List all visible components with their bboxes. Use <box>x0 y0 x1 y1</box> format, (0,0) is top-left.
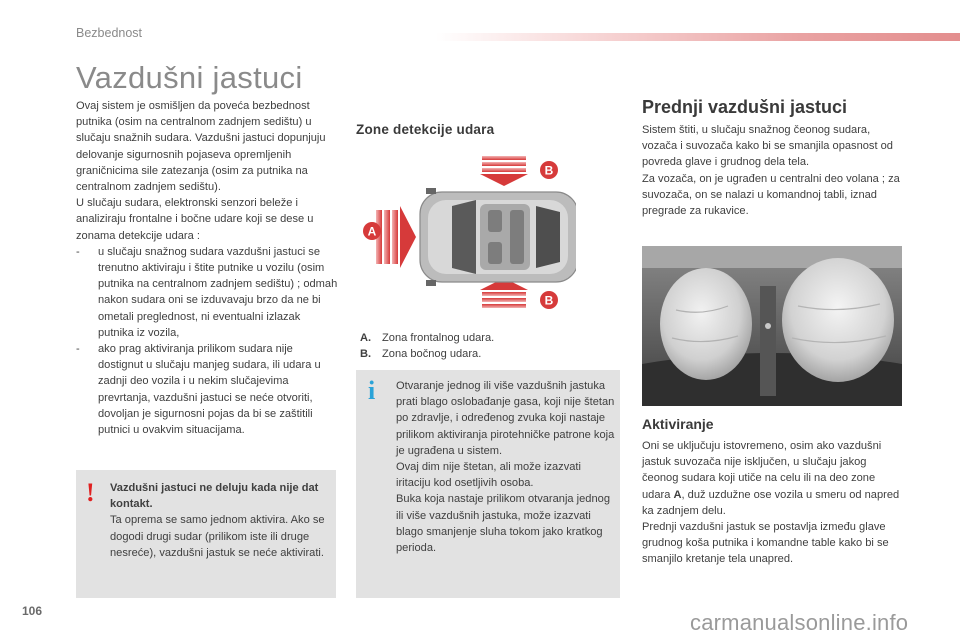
intro-text <box>76 98 338 438</box>
warning-text <box>110 480 330 561</box>
marker-b-bottom <box>540 291 558 309</box>
car-impact-zones-diagram <box>356 150 576 320</box>
marker-b-label: B <box>544 163 554 178</box>
activation-text <box>642 438 904 568</box>
legend-text: Zona bočnog udara. <box>382 348 482 361</box>
front-airbags-paragraph-1: Sistem štiti, u slučaju snažnog čeonog sudara, vozača i suvozača kako bi se smanjila opasnost od povreda glave i grudnog dela tela. <box>642 124 893 169</box>
legend-key: A. <box>360 332 372 344</box>
info-icon: i <box>368 376 376 405</box>
warning-bold-text: Vazdušni jastuci ne deluju kada nije dat kontakt. <box>110 482 319 511</box>
activation-text-part: , duž uzdužne ose vozila u smeru od napred ka zadnjem delu. <box>642 488 900 517</box>
zones-legend <box>360 330 494 362</box>
list-item <box>76 244 338 341</box>
legend-key: B. <box>360 348 372 361</box>
info-paragraph-2: Ovaj dim nije štetan, ali može izazvati iritaciju kod osetljivih osoba. <box>396 461 581 490</box>
deployed-airbags-photo <box>642 246 902 406</box>
activation-paragraph-1 <box>642 438 904 519</box>
intro-paragraph-1: Ovaj sistem je osmišljen da poveća bezbednost putnika (osim na centralnom zadnjem sedištu) u slučaju snažnih sudara. Vazdušni jastuci dopunjuju delovanje sigurnosnih pojaseva opremljenih graničnicima sile zatezanja (osim za putnika na centralnom zadnjem sedištu). <box>76 100 326 194</box>
legend-item <box>360 330 494 346</box>
list-item <box>76 341 338 438</box>
warning-box <box>76 470 336 598</box>
legend-item <box>360 346 494 362</box>
info-paragraph-1: Otvaranje jednog ili više vazdušnih jastuka prati blago oslobađanje gasa, koji nije štetan po zdravlje, i određenog zvuka koji nastaje prilikom aktiviranja pirotehničke patrone koja je ugrađena u sistem. <box>396 380 615 457</box>
watermark: carmanualsonline.info <box>690 610 909 635</box>
impact-arrow-left <box>376 206 416 268</box>
list-item-text: ako prag aktiviranja prilikom sudara nije dostignut u slučaju manjeg sudara, ili udara u zadnji deo vozila i u nekim slučajevima prevrtanja, vazdušni jastuci se neće otvoriti, dovoljan je sigurnosni pojas da bi se zaštitili putnici u ovakvim situacijama. <box>98 343 321 437</box>
section-label: Bezbednost <box>76 26 143 40</box>
list-item-text: u slučaju snažnog sudara vazdušni jastuci se trenutno aktiviraju i štite putnike u vozilu (osim putnika na centralnom zadnjem sedištu) ; odmah nakon sudara oni se izduvavaju brzo da ne bi ometali preglednost, ni eventualni izlazak putnika iz vozila, <box>98 245 338 339</box>
activation-title: Aktiviranje <box>642 416 714 432</box>
warning-icon: ! <box>86 478 95 507</box>
front-airbags-title: Prednji vazdušni jastuci <box>642 97 848 117</box>
activation-paragraph-2: Prednji vazdušni jastuk se postavlja između glave grudnog koša putnika i komandne table kako bi se smanjilo kretanje tela unapred. <box>642 521 889 566</box>
front-airbags-text <box>642 122 904 219</box>
intro-paragraph-2: U slučaju sudara, elektronski senzori beleže i analiziraju frontalne i bočne udare koji se dese u zonama detekcije udara : <box>76 197 314 242</box>
front-airbags-paragraph-2: Za vozača, on je ugrađen u centralni deo volana ; za suvozača, on se nalazi u komandnoj tabli, iznad pregrade za rukavice. <box>642 172 900 218</box>
page-number: 106 <box>22 604 43 618</box>
info-box <box>356 370 620 598</box>
impact-arrow-top <box>480 156 528 186</box>
activation-text-part: Oni se uključuju istovremeno, osim ako vazdušni jastuk suvozača nije isključen, u slučaju jakog čeonog sudara koji utiče na celu ili na deo zone udara <box>642 440 882 501</box>
list-dash: - <box>76 245 80 258</box>
car-top-view <box>420 188 576 286</box>
marker-b-top <box>540 161 558 179</box>
list-dash: - <box>76 343 80 356</box>
info-text <box>396 378 618 556</box>
marker-a <box>363 222 381 240</box>
header-gradient-bar <box>436 33 960 41</box>
info-paragraph-3: Buka koja nastaje prilikom otvaranja jednog ili više vazdušnih jastuka, može izazvati blago smanjenje sluha tokom jako kratkog perioda. <box>396 493 610 555</box>
marker-b-label: B <box>544 293 554 308</box>
warning-body-text: Ta oprema se samo jednom aktivira. Ako se dogodi drugi sudar (prilikom iste ili druge nesreće), vazdušni jastuk se neće aktivirati. <box>110 514 325 559</box>
zone-a-reference: A <box>673 488 682 501</box>
zones-title: Zone detekcije udara <box>356 122 495 137</box>
page-title: Vazdušni jastuci <box>76 60 303 95</box>
legend-text: Zona frontalnog udara. <box>382 332 495 344</box>
marker-a-label: A <box>367 224 377 239</box>
